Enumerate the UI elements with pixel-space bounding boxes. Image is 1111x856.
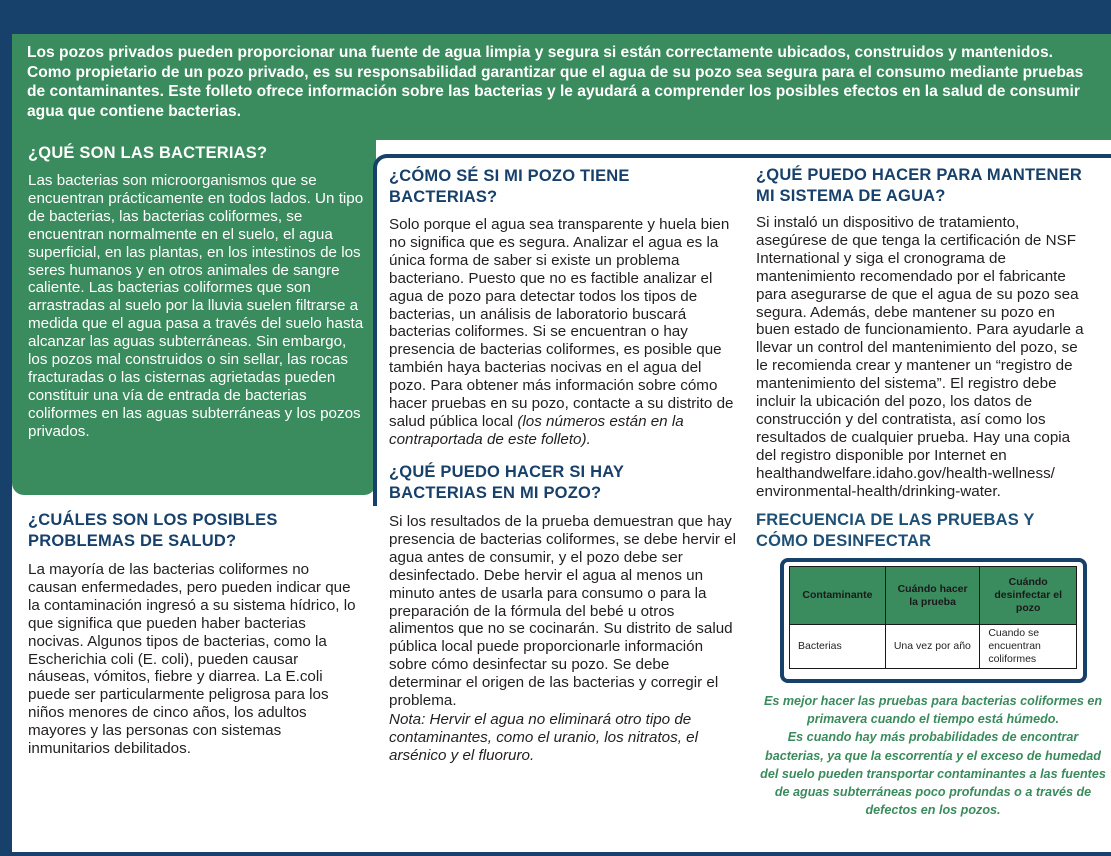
text-mantener: Si instaló un dispositivo de tratamiento, asegúrese de que tenga la certificación de NSF International y siga el cronograma de mantenimiento recomendado por el fabricante para asegurarse de que el agua de su pozo sea segura. Además, debe mantener su pozo en buen estado de funcionamiento. Para ayudarle a llevar un control del mantenimiento del pozo, se le recomienda crear y mantener un “registro de mantenimiento del sistema”. El registro debe incluir la ubicación del pozo, los datos de construcción y del contratista, así como los resultados de cualquier prueba. Hay una copia del registro disponible por Internet en healthandwelfare.idaho.gov/health-wellness/ environmental-health/drinking-water. bbox=[756, 214, 1084, 500]
section-problemas bbox=[28, 510, 362, 758]
section-mantener bbox=[756, 165, 1096, 501]
cell-contaminante: Bacterias bbox=[790, 625, 886, 669]
table-header-row bbox=[790, 567, 1077, 625]
note-si-hay: Nota: Hervir el agua no eliminará otro tipo de contaminantes, como el uranio, los nitratos, el arsénico y el fluoruro. bbox=[389, 710, 698, 764]
heading-problemas: ¿CUÁLES SON LOS POSIBLES PROBLEMAS DE SALUD? bbox=[28, 511, 278, 550]
heading-frecuencia: FRECUENCIA DE LAS PRUEBAS Y CÓMO DESINFECTAR bbox=[756, 511, 1035, 550]
green-note-1: Es mejor hacer las pruebas para bacterias coliformes en primavera cuando el tiempo está húmedo. bbox=[763, 694, 1103, 727]
section-como-se bbox=[389, 166, 734, 449]
top-band bbox=[0, 0, 1111, 32]
cell-cuando-desinfectar: Cuando se encuentran coliformes bbox=[980, 625, 1077, 669]
green-note-2: Es cuando hay más probabilidades de encontrar bacterias, ya que la escorrentía y el exceso de humedad del suelo pueden transportar contaminantes a las fuentes de aguas subterráneas poco profundas o a través de defectos en los pozos. bbox=[760, 730, 1106, 818]
heading-si-hay: ¿QUÉ PUEDO HACER SI HAY BACTERIAS EN MI POZO? bbox=[389, 463, 624, 502]
intro-banner bbox=[12, 34, 1111, 140]
text-como-se bbox=[389, 216, 734, 449]
text-como-se-italic: (los números están en la contraportada de este folleto). bbox=[389, 412, 684, 448]
heading-que-son: ¿QUÉ SON LAS BACTERIAS? bbox=[28, 144, 268, 162]
th-contaminante: Contaminante bbox=[790, 567, 886, 625]
text-que-son: Las bacterias son microorganismos que se encuentran prácticamente en todos lados. Un tipo de bacterias, las bacterias coliformes, se encuentran normalmente en el suelo, el agua superficial, en las plantas, en los intestinos de los seres humanos y en otros animales de sangre caliente. Las bacterias coliformes que son arrastradas al suelo por la lluvia suelen filtrarse a medida que el agua pasa a través del suelo hasta alcanzar las aguas subterráneas. Sin embargo, los pozos mal construidos o sin sellar, las rocas fracturadas o las cisternas agrietadas pueden constituir una vía de entrada de bacterias coliformes en las aguas subterráneas y los pozos privados. bbox=[28, 172, 364, 440]
section-frecuencia bbox=[756, 510, 1076, 552]
section-que-son bbox=[28, 143, 368, 441]
th-cuando-desinfectar: Cuándo desinfectar el pozo bbox=[980, 567, 1077, 625]
text-si-hay: Si los resultados de la prueba demuestran que hay presencia de bacterias coliformes, se debe hervir el agua antes de consumir, y el pozo debe ser desinfectado. Debe hervir el agua al menos un minuto antes de usarla para consumo o para la preparación de la fórmula del bebé u otros alimentos que no se cocinarán. Su distrito de salud pública local puede proporcionarle información sobre cómo desinfectar su pozo. Se debe determinar el origen de las bacterias y corregir el problema. bbox=[389, 513, 736, 710]
intro-text: Los pozos privados pueden proporcionar una fuente de agua limpia y segura si están correctamente ubicados, construidos y mantenidos. Como propietario de un pozo privado, es su responsabilidad garantizar que el agua de su pozo sea segura para el consumo mediante pruebas de contaminantes. Este folleto ofrece información sobre las bacterias y le ayudará a comprender los posibles efectos en la salud de consumir agua que contiene bacterias. bbox=[27, 44, 1084, 120]
text-problemas: La mayoría de las bacterias coliformes no causan enfermedades, pero pueden indicar que la contaminación ingresó a su sistema hídrico, lo que significa que pueden haber bacterias nocivas. Algunos tipos de bacterias, como la Escherichia coli (E. coli), pueden causar náuseas, vómitos, fiebre y diarrea. La E.coli puede ser particularmente peligrosa para los niños menores de cinco años, los adultos mayores y las personas con sistemas inmunitarios debilitados. bbox=[28, 561, 356, 758]
section-si-hay bbox=[389, 462, 739, 765]
cell-cuando-prueba: Una vez por año bbox=[885, 625, 979, 669]
table-row bbox=[790, 625, 1077, 669]
green-note bbox=[760, 692, 1106, 819]
frequency-table bbox=[789, 566, 1077, 669]
heading-como-se: ¿CÓMO SÉ SI MI POZO TIENE BACTERIAS? bbox=[389, 167, 630, 206]
th-cuando-prueba: Cuándo hacer la prueba bbox=[885, 567, 979, 625]
text-como-se-main: Solo porque el agua sea transparente y huela bien no significa que es segura. Analizar el agua es la única forma de saber si existe un problema bacteriano. Puesto que no es factible analizar el agua de pozo para detectar todos los tipos de bacterias, un análisis de laboratorio buscará bacterias coliformes. Si se encuentran o hay presencia de bacterias coliformes, es posible que también haya bacterias nocivas en el agua del pozo. Para obtener más información sobre cómo hacer pruebas en su pozo, contacte a su distrito de salud pública local bbox=[389, 216, 734, 430]
heading-mantener: ¿QUÉ PUEDO HACER PARA MANTENER MI SISTEMA DE AGUA? bbox=[756, 166, 1082, 205]
